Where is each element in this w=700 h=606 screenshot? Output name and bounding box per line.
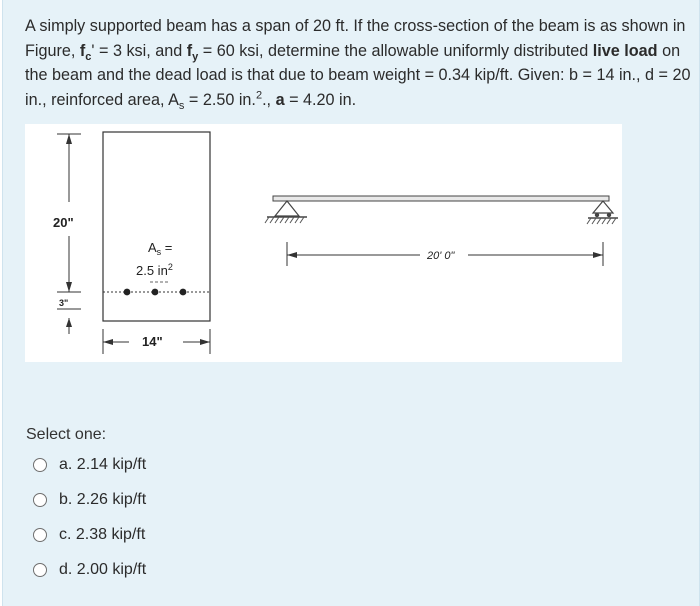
rebar [180, 289, 187, 296]
beam-figure [25, 124, 622, 362]
option-c[interactable] [33, 523, 145, 547]
span-label: 20' 0" [427, 250, 455, 262]
option-a[interactable] [33, 453, 146, 477]
option-b[interactable] [33, 488, 146, 512]
select-one-label: Select one: [26, 426, 107, 443]
radio-icon[interactable] [33, 528, 47, 542]
rebar [124, 289, 131, 296]
question-card [2, 0, 700, 606]
option-label: b. 2.26 kip/ft [59, 491, 147, 508]
option-d[interactable] [33, 558, 146, 582]
question-text: A simply supported beam has a span of 20 ft. If the cross-section of the beam is as shown in Figure, $f_c' = 3$ ksi, and $f_y = 60$ ksi, determine the allowable uniformly distributed live load on the beam and the dead load is that due to beam weight = 0.34 kip/ft. Given: b = 14 in., d = 20 in., reinforced area, $A_s = 2.50$ in.$^2$., a = 4.20 in. [25, 17, 691, 112]
radio-icon[interactable] [33, 493, 47, 507]
pin-support-icon [275, 201, 299, 216]
beam-elevation [273, 196, 609, 201]
option-label: d. 2.00 kip/ft [59, 561, 147, 578]
depth-label: 20" [53, 215, 74, 230]
arrow-icon [66, 318, 72, 327]
arrow-icon [66, 134, 72, 144]
area-label: $A_s$ = [148, 240, 173, 257]
arrow-icon [103, 339, 113, 345]
radio-icon[interactable] [33, 458, 47, 472]
beam-figure-svg [25, 124, 622, 362]
area-value: 2.5 $in^2$ [136, 262, 173, 278]
option-label: a. 2.14 kip/ft [59, 456, 147, 473]
arrow-icon [287, 252, 297, 258]
arrow-icon [66, 282, 72, 292]
option-label: c. 2.38 kip/ft [59, 526, 146, 543]
cover-label: 3" [59, 298, 69, 308]
width-label: 14" [142, 334, 163, 349]
roller-support-icon [593, 201, 613, 213]
arrow-icon [593, 252, 603, 258]
rebar [152, 289, 159, 296]
radio-icon[interactable] [33, 563, 47, 577]
arrow-icon [200, 339, 210, 345]
